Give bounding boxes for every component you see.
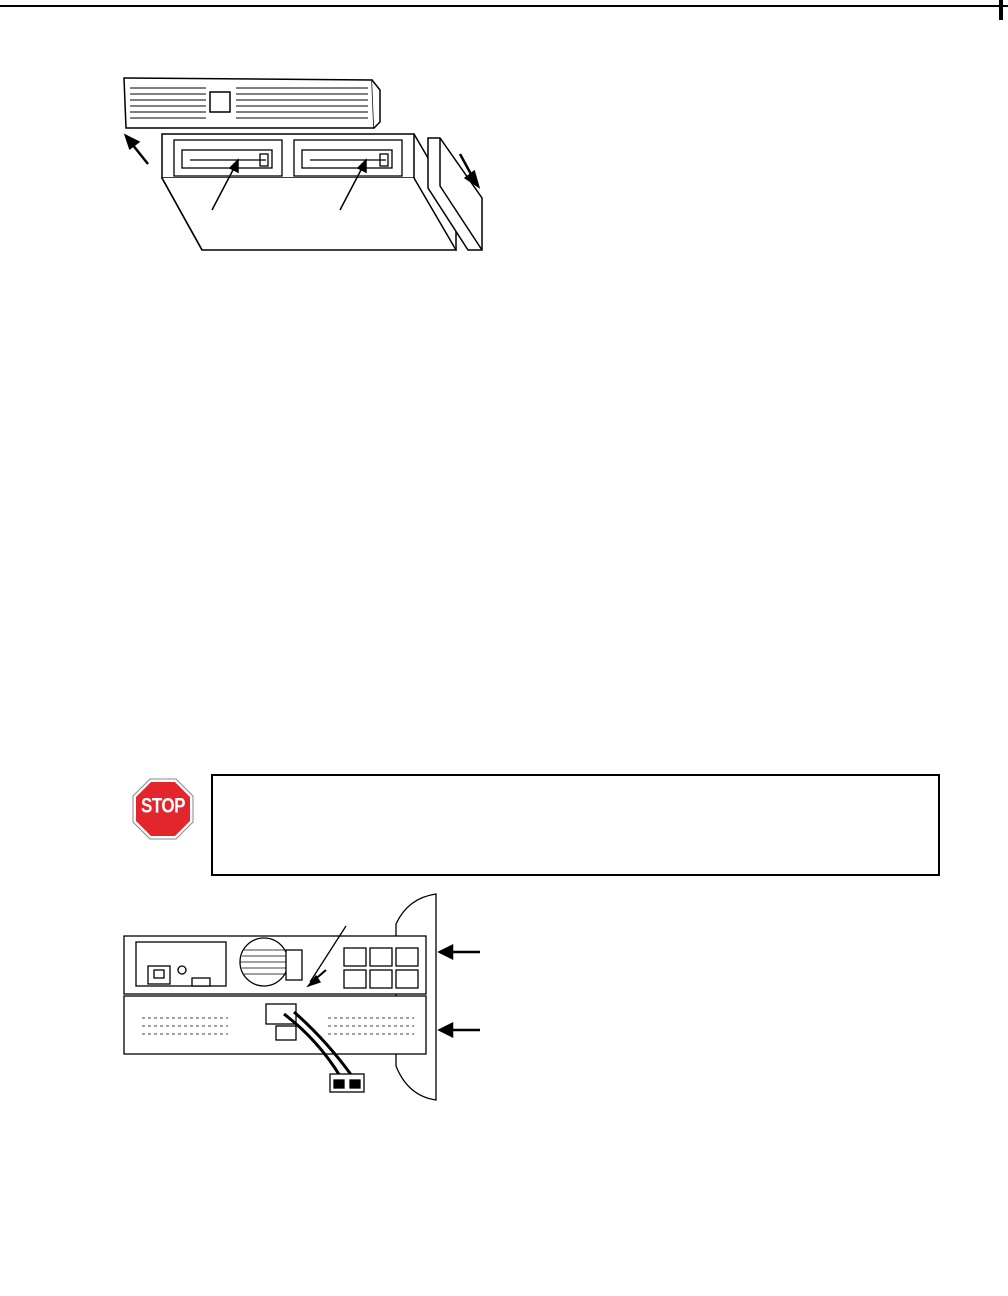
ups-rear-panel	[124, 936, 426, 994]
stop-sign-label: STOP	[141, 793, 185, 818]
battery-pack-arrow-icon	[440, 1024, 480, 1036]
front-bezel	[124, 78, 380, 128]
battery-pack-rear-panel	[124, 996, 426, 1054]
rear-panel-figure	[118, 890, 498, 1110]
stop-sign-icon	[132, 778, 194, 840]
battery-removal-figure	[110, 68, 500, 268]
ups-chassis	[162, 134, 456, 250]
battery-connector	[330, 1074, 364, 1092]
ups-arrow-icon	[440, 946, 480, 958]
bezel-arrow-icon	[126, 136, 148, 164]
warning-box	[211, 774, 940, 876]
